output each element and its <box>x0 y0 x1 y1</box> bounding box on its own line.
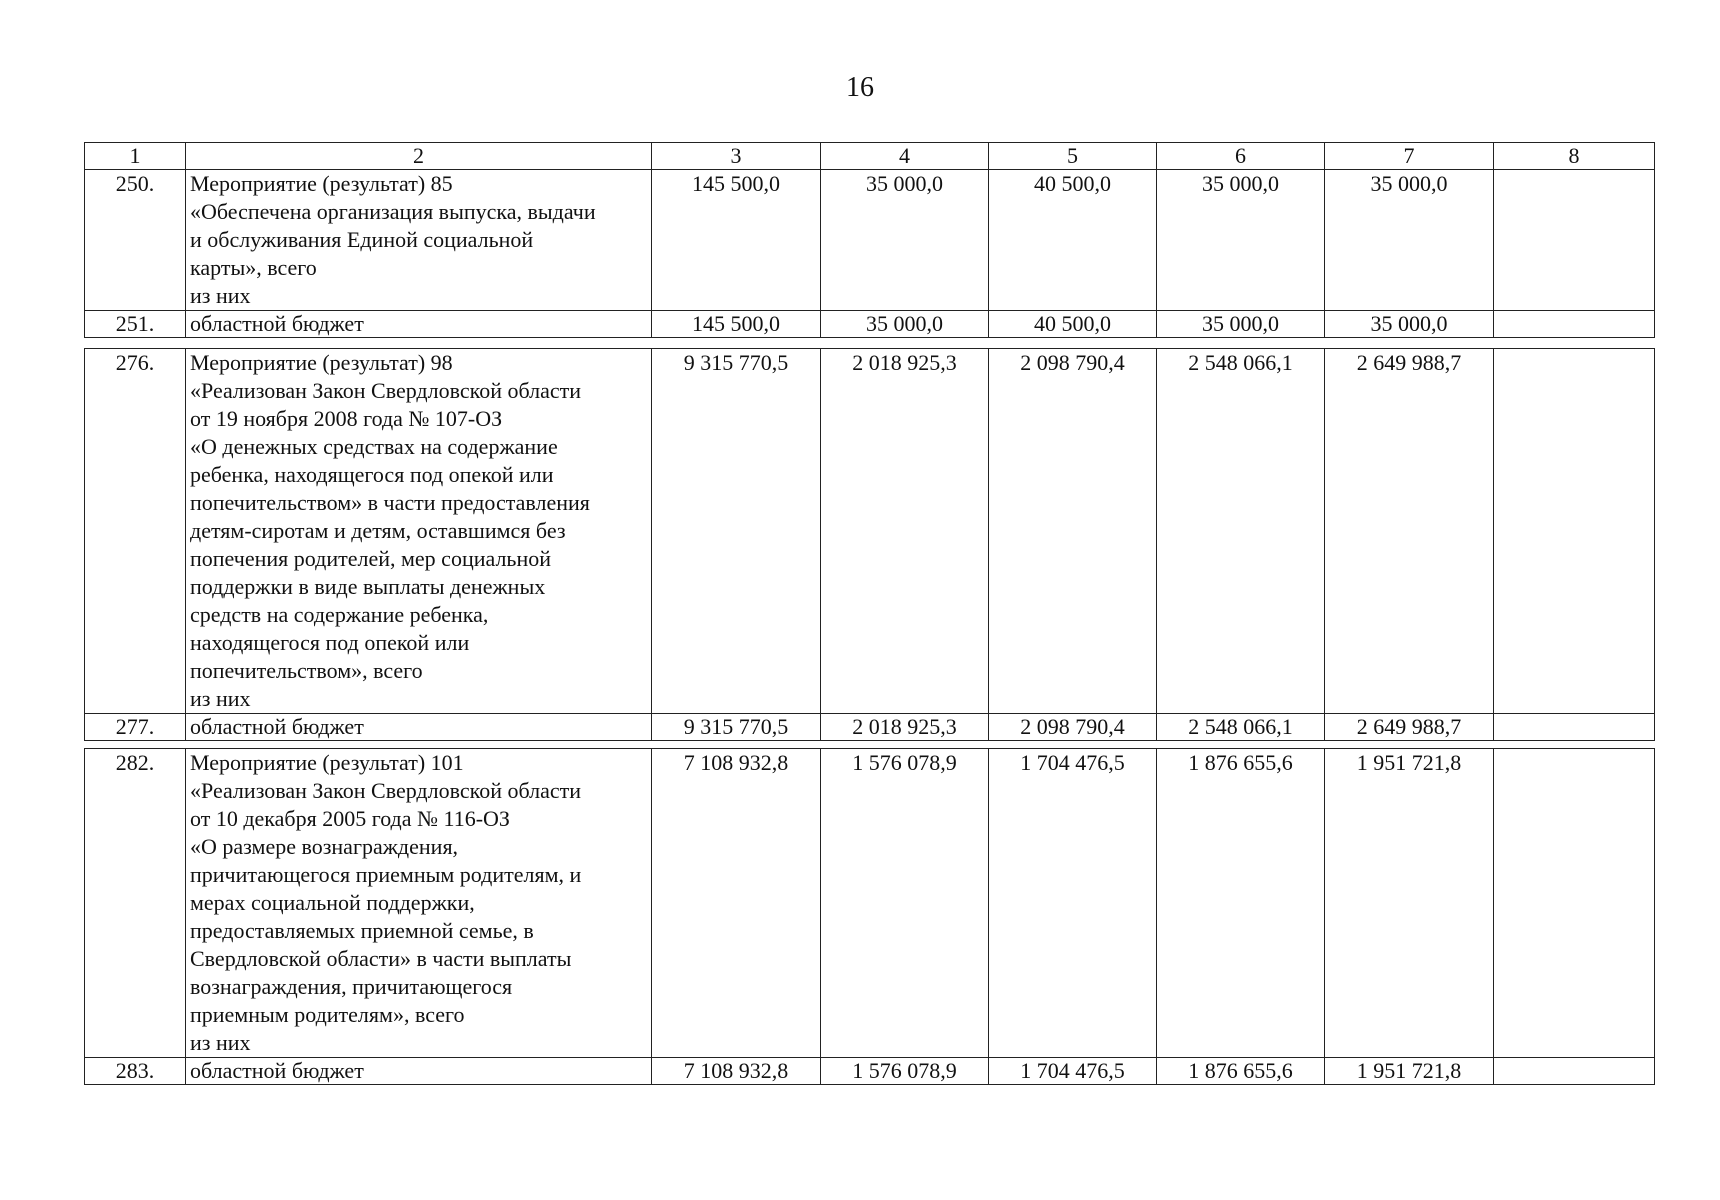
value-col-8 <box>1494 170 1655 311</box>
row-description: областной бюджет <box>186 311 652 338</box>
description-line: Мероприятие (результат) 101 <box>190 750 464 775</box>
description-line: «Обеспечена организация выпуска, выдачи <box>190 199 596 224</box>
value-col-5: 40 500,0 <box>989 170 1157 311</box>
description-line: и обслуживания Единой социальной <box>190 227 534 252</box>
description-line: средств на содержание ребенка, <box>190 602 489 627</box>
row-description <box>186 749 652 1058</box>
description-line: поддержки в виде выплаты денежных <box>190 574 546 599</box>
table-row <box>85 1058 1655 1085</box>
value-col-8 <box>1494 311 1655 338</box>
header-cell: 7 <box>1325 143 1494 170</box>
value-col-7: 2 649 988,7 <box>1325 349 1494 714</box>
row-description <box>186 349 652 714</box>
value-col-5: 1 704 476,5 <box>989 749 1157 1058</box>
value-col-4: 2 018 925,3 <box>821 714 989 741</box>
value-col-7: 2 649 988,7 <box>1325 714 1494 741</box>
row-description <box>186 170 652 311</box>
description-line: от 10 декабря 2005 года № 116-ОЗ <box>190 806 510 831</box>
page-number: 16 <box>846 72 874 103</box>
row-number: 250. <box>85 170 186 311</box>
header-cell: 4 <box>821 143 989 170</box>
budget-table-3 <box>84 748 1655 1085</box>
header-cell: 6 <box>1157 143 1325 170</box>
header-cell: 5 <box>989 143 1157 170</box>
value-col-4: 1 576 078,9 <box>821 1058 989 1085</box>
value-col-6: 2 548 066,1 <box>1157 349 1325 714</box>
description-line: «Реализован Закон Свердловской области <box>190 778 582 803</box>
table-row <box>85 170 1655 311</box>
table-row <box>85 311 1655 338</box>
description-line: Мероприятие (результат) 85 <box>190 171 453 196</box>
budget-table-2 <box>84 348 1655 741</box>
row-number: 251. <box>85 311 186 338</box>
description-line: детям-сиротам и детям, оставшимся без <box>190 518 566 543</box>
header-cell: 8 <box>1494 143 1655 170</box>
value-col-3: 9 315 770,5 <box>652 349 821 714</box>
header-cell: 1 <box>85 143 186 170</box>
value-col-8 <box>1494 1058 1655 1085</box>
description-line: из них <box>190 686 251 711</box>
value-col-5: 1 704 476,5 <box>989 1058 1157 1085</box>
row-description: областной бюджет <box>186 714 652 741</box>
description-line: «Реализован Закон Свердловской области <box>190 378 582 403</box>
description-line: из них <box>190 1030 251 1055</box>
row-number: 282. <box>85 749 186 1058</box>
row-number: 283. <box>85 1058 186 1085</box>
value-col-6: 2 548 066,1 <box>1157 714 1325 741</box>
value-col-7: 35 000,0 <box>1325 311 1494 338</box>
value-col-8 <box>1494 749 1655 1058</box>
header-cell: 3 <box>652 143 821 170</box>
row-number: 276. <box>85 349 186 714</box>
description-line: предоставляемых приемной семье, в <box>190 918 534 943</box>
description-line: попечения родителей, мер социальной <box>190 546 552 571</box>
value-col-5: 2 098 790,4 <box>989 349 1157 714</box>
value-col-4: 2 018 925,3 <box>821 349 989 714</box>
value-col-8 <box>1494 349 1655 714</box>
description-line: попечительством» в части предоставления <box>190 490 590 515</box>
description-line: Свердловской области» в части выплаты <box>190 946 572 971</box>
description-line: попечительством», всего <box>190 658 423 683</box>
description-line: карты», всего <box>190 255 317 280</box>
description-line: мерах социальной поддержки, <box>190 890 475 915</box>
header-cell: 2 <box>186 143 652 170</box>
description-line: находящегося под опекой или <box>190 630 470 655</box>
description-line: причитающегося приемным родителям, и <box>190 862 582 887</box>
value-col-6: 1 876 655,6 <box>1157 1058 1325 1085</box>
description-line: из них <box>190 283 251 308</box>
value-col-5: 40 500,0 <box>989 311 1157 338</box>
value-col-4: 35 000,0 <box>821 170 989 311</box>
value-col-8 <box>1494 714 1655 741</box>
description-line: Мероприятие (результат) 98 <box>190 350 453 375</box>
table-row <box>85 349 1655 714</box>
description-line: вознаграждения, причитающегося <box>190 974 513 999</box>
description-line: «О размере вознаграждения, <box>190 834 459 859</box>
header-row <box>85 143 1655 170</box>
value-col-3: 9 315 770,5 <box>652 714 821 741</box>
table-row <box>85 749 1655 1058</box>
value-col-3: 7 108 932,8 <box>652 1058 821 1085</box>
value-col-4: 1 576 078,9 <box>821 749 989 1058</box>
value-col-3: 145 500,0 <box>652 311 821 338</box>
value-col-6: 35 000,0 <box>1157 170 1325 311</box>
value-col-6: 35 000,0 <box>1157 311 1325 338</box>
value-col-6: 1 876 655,6 <box>1157 749 1325 1058</box>
value-col-7: 35 000,0 <box>1325 170 1494 311</box>
description-line: от 19 ноября 2008 года № 107-ОЗ <box>190 406 503 431</box>
row-description: областной бюджет <box>186 1058 652 1085</box>
value-col-5: 2 098 790,4 <box>989 714 1157 741</box>
budget-table-1 <box>84 142 1655 338</box>
description-line: приемным родителям», всего <box>190 1002 465 1027</box>
value-col-3: 145 500,0 <box>652 170 821 311</box>
value-col-4: 35 000,0 <box>821 311 989 338</box>
value-col-7: 1 951 721,8 <box>1325 749 1494 1058</box>
row-number: 277. <box>85 714 186 741</box>
value-col-7: 1 951 721,8 <box>1325 1058 1494 1085</box>
table-row <box>85 714 1655 741</box>
value-col-3: 7 108 932,8 <box>652 749 821 1058</box>
description-line: ребенка, находящегося под опекой или <box>190 462 554 487</box>
description-line: «О денежных средствах на содержание <box>190 434 558 459</box>
